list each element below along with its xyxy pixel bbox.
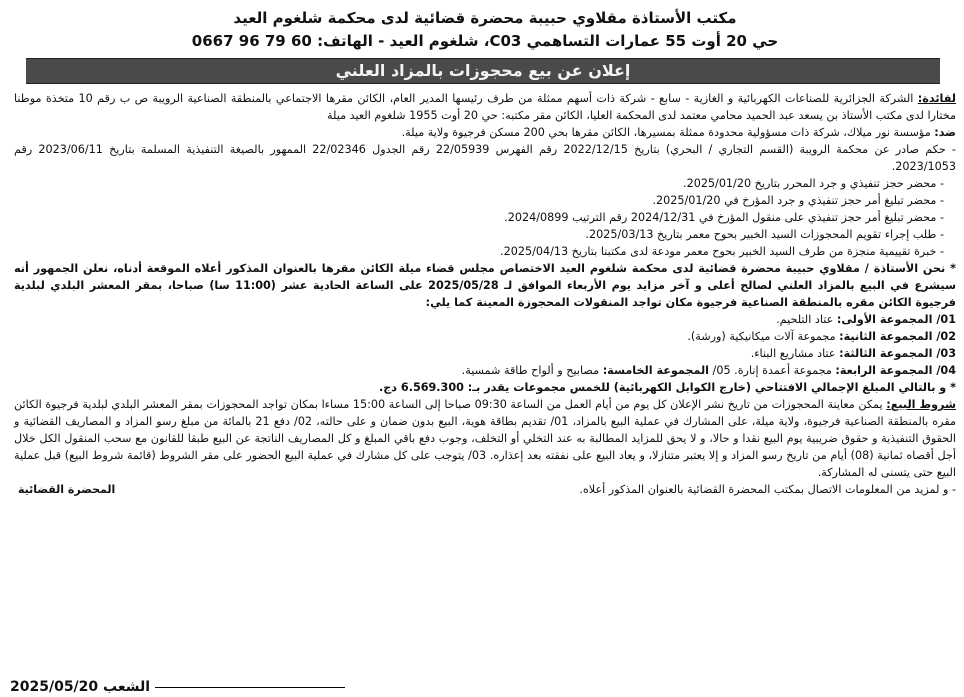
movable-seizure-item: - محضر تبليغ أمر حجز تنفيذي على منقول المؤرخ في 2024/12/31 رقم الترتيب 2024/0899. (504, 211, 944, 224)
group-3-label: 03/ المجموعة الثالثة: (839, 347, 956, 360)
group-2-text: مجموعة آلات ميكانيكية (ورشة). (687, 330, 836, 343)
info-row (14, 481, 956, 499)
seizure-notice-item: - محضر تبليغ أمر حجز تنفيذي و جرد المؤرخ في 2025/01/20. (652, 194, 944, 207)
group-2 (14, 328, 956, 345)
beneficiary-text: الشركة الجزائرية للصناعات الكهربائية و الغازية - سابع - شركة ذات أسهم ممثلة من طرف رئيسها المدير العام، الكائن مقرها الاجتماعي بالمنطقة الصناعية الرويبة ص ب رقم 10 متخذة موطنا مختارا لدى مكتب الأستاذ بن يسعد عبد الحميد محامي معتمد لدى المحكمة العليا، الكائن مقر مكتبه: حي 20 أوت 1955 شلغوم العيد ميلة (14, 92, 956, 122)
seizure-report-item: - محضر حجز تنفيذي و جرد المحرر بتاريخ 2025/01/20. (683, 177, 944, 190)
against-text: مؤسسة نور ميلاك، شركة ذات مسؤولية محدودة ممثلة بمسيرها، الكائن مقرها بحي 200 مسكن فرجيوة ولاية ميلة. (401, 126, 931, 139)
newspaper-footer (10, 679, 345, 695)
sale-conditions-text: يمكن معاينة المحجوزات من تاريخ نشر الإعلان كل يوم من أيام العمل من الساعة 09:30 صباحا إلى الساعة 15:00 مساءا بمكان تواجد المحجوزات بمقر المعشر البلدي لبلدية فرجيوة الكائن مقره بالمنطقة الصناعية فرجيوة، ولاية ميلة، على المشارك في عملية البيع بالمزاد، 01/ تقديم بطاقة هوية، البيع بدون ضمان و على حالته، 02/ دفع 21 بالمائة من مبلغ رسو المزاد و المصاريف القضائية و الحقوق التنفيذية و حقوق ضريبية يوم البيع نقدا و حالا، و لا يحق للمزايد المطالبة به عند التخلي أو التخلف، وجوب دفع باقي المبلغ و كل المصاريف الناتجة عن البيع طبقا للقانون مع سحب المنقول الكل خلال أجل أقصاه ثمانية (08) أيام من تاريخ رسو المزاد و إلا يعتبر متنازلا، و يعاد البيع على نفقته بعد إعذاره. 03/ يتوجب على كل مشارك في عملية البيع الحضور على مقر الشروط (قائمة شروط البيع) قبل عملية البيع حتى يتسنى له المشاركة. (14, 398, 957, 479)
auction-announcement: * نحن الأستاذة / مقلاوي حبيبة محضرة قضائية لدى محكمة شلغوم العيد الاختصاص مجلس قضاء ميلة الكائن مقرها بالعنوان المذكور أعلاه الموقعة أدناه، نعلن الجمهور أنه سيشرع في البيع بالمزاد العلني لصالح أعلى و آخر مزايد يوم الأربعاء الموافق لـ 2025/05/28 على الساعة الحادية عشر (11:00 سا) صباحا، بمقر المعشر البلدي لبلدية فرجيوة الكائن مقره بالمنطقة الصناعية فرجيوة مكان تواجد المنقولات المحجوزة المعينة كما يلي: (14, 262, 956, 309)
against-paragraph (14, 124, 956, 141)
group-3-text: عتاد مشاريع البناء. (750, 347, 836, 360)
group-4-label: 04/ المجموعة الرابعة: (835, 364, 956, 377)
office-header: مكتب الأستاذة مقلاوي حبيبة محضرة قضائية لدى محكمة شلغوم العيد (233, 9, 737, 27)
group-1-text: عتاد التلحيم. (776, 313, 834, 326)
beneficiary-paragraph (14, 90, 956, 124)
group-5-label: المجموعة الخامسة: (602, 364, 709, 377)
notice-body (14, 84, 956, 499)
notice-title-banner: إعلان عن بيع محجوزات بالمزاد العلني (26, 58, 940, 84)
bailiff-signature: المحضرة القضائية (18, 483, 116, 496)
group-1 (14, 311, 956, 328)
office-address: حي 20 أوت 55 عمارات التساهمي C03، شلغوم العيد - الهاتف: 60 79 96 0667 (191, 32, 779, 50)
group-5-text: مصابيح و ألواح طاقة شمسية. (461, 364, 600, 377)
valuation-report-item: - خبرة تقييمية منجزة من طرف السيد الخبير بحوح معمر مودعة لدى مكتبنا بتاريخ 2025/04/13. (500, 245, 944, 258)
sale-conditions-label: شروط البيع: (886, 398, 956, 411)
total-amount: * و بالتالي المبلغ الإجمالي الافتتاحي (خارج الكوابل الكهربائية) للخمس مجموعات يقدر بـ: 6.569.300 دج. (378, 381, 956, 394)
footer-text: الشعب 2025/05/20 (10, 679, 151, 695)
footer-rule (155, 687, 345, 688)
contact-info: - و لمزيد من المعلومات الاتصال بمكتب المحضرة القضائية بالعنوان المذكور أعلاه. (579, 483, 956, 496)
judgment-item: - حكم صادر عن محكمة الرويبة (القسم التجاري / البحري) بتاريخ 2022/12/15 رقم الفهرس 22/05939 رقم الجدول 22/02346 الممهور بالصيغة التنفيذية المسلمة بتاريخ 2023/06/11 رقم 2023/1053. (14, 143, 956, 173)
beneficiary-label: لفائدة: (917, 92, 956, 105)
group-4-text: مجموعة أعمدة إنارة. 05/ (709, 364, 832, 377)
group-2-label: 02/ المجموعة الثانية: (839, 330, 956, 343)
group-1-label: 01/ المجموعة الأولى: (836, 313, 956, 326)
group-4-5 (14, 362, 956, 379)
valuation-request-item: - طلب إجراء تقويم المحجوزات السيد الخبير بحوح معمر بتاريخ 2025/03/13. (585, 228, 944, 241)
group-3 (14, 345, 956, 362)
sale-conditions (14, 396, 956, 481)
against-label: ضد: (934, 126, 956, 139)
